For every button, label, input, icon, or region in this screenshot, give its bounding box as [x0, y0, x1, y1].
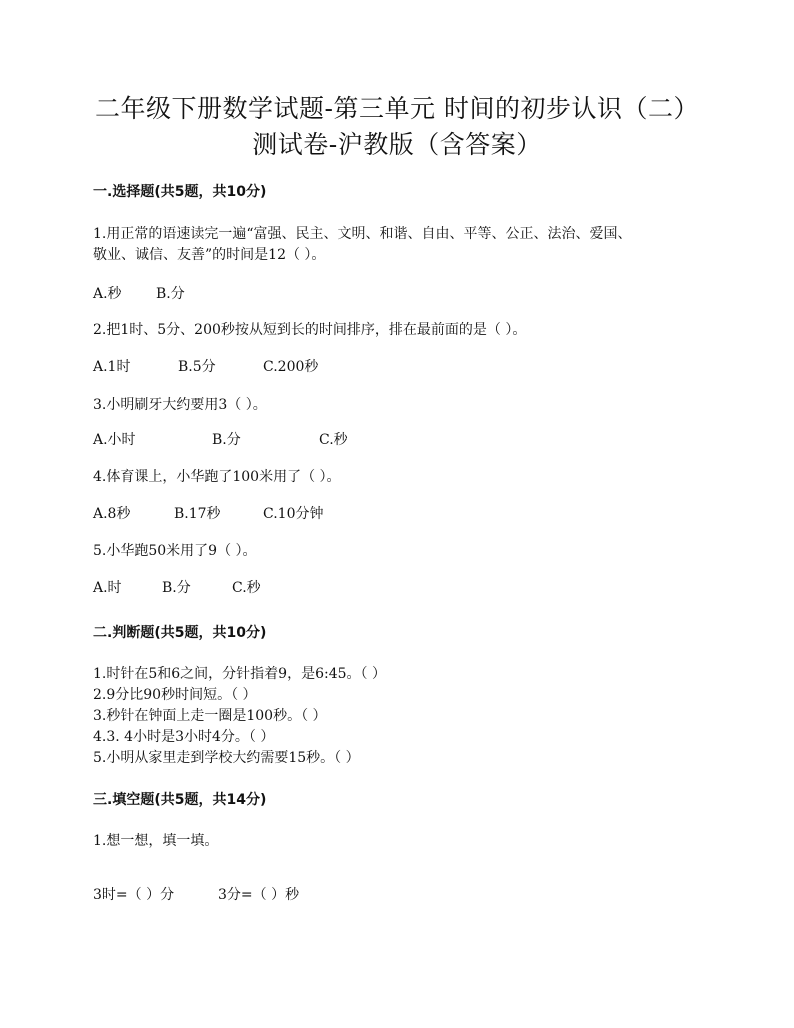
section-heading-judge: 二.判断题(共5题，共10分) [93, 625, 267, 641]
question-1-line1: 1.用正常的语速读完一遍“富强、民主、文明、和谐、自由、平等、公正、法治、爱国、 [93, 226, 632, 242]
question-3-option-b: B.分 [212, 432, 241, 448]
judge-item-4: 4.3. 4小时是3小时4分。（ ） [93, 729, 275, 745]
question-2: 2.把1时、5分、200秒按从短到长的时间排序，排在最前面的是（ ）。 [93, 322, 527, 338]
question-5-option-c: C.秒 [232, 580, 261, 596]
question-4-option-c: C.10分钟 [263, 506, 324, 522]
question-1-option-a: A.秒 [93, 286, 122, 302]
question-1-option-b: B.分 [156, 286, 185, 302]
question-3-option-c: C.秒 [319, 432, 348, 448]
judge-item-5: 5.小明从家里走到学校大约需要15秒。（ ） [93, 750, 360, 766]
fill-blank-hours-to-minutes: 3时=（ ）分 [93, 887, 175, 903]
page-title-line1: 二年级下册数学试题-第三单元 时间的初步认识（二） [95, 94, 699, 123]
judge-item-2: 2.9分比90秒时间短。（ ） [93, 687, 257, 703]
question-5-option-b: B.分 [162, 580, 191, 596]
question-5: 5.小华跑50米用了9（ ）。 [93, 543, 257, 559]
section-heading-fill: 三.填空题(共5题，共14分) [93, 792, 267, 808]
judge-item-3: 3.秒针在钟面上走一圈是100秒。（ ） [93, 708, 327, 724]
question-4: 4.体育课上，小华跑了100米用了（ ）。 [93, 469, 341, 485]
question-2-option-a: A.1时 [93, 359, 131, 375]
question-1-line2: 敬业、诚信、友善”的时间是12（ ）。 [93, 247, 326, 263]
fill-blank-minutes-to-seconds: 3分=（ ）秒 [218, 887, 300, 903]
question-5-option-a: A.时 [93, 580, 122, 596]
question-3-option-a: A.小时 [93, 432, 136, 448]
question-2-option-b: B.5分 [178, 359, 216, 375]
question-2-option-c: C.200秒 [263, 359, 319, 375]
question-3: 3.小明刷牙大约要用3（ ）。 [93, 397, 267, 413]
question-4-option-a: A.8秒 [93, 506, 131, 522]
section-heading-choice: 一.选择题(共5题，共10分) [93, 184, 267, 200]
fill-question-1: 1.想一想，填一填。 [93, 833, 219, 849]
page-title-line2: 测试卷-沪教版（含答案） [252, 130, 542, 159]
question-4-option-b: B.17秒 [174, 506, 221, 522]
judge-item-1: 1.时针在5和6之间，分针指着9，是6:45。（ ） [93, 666, 386, 682]
